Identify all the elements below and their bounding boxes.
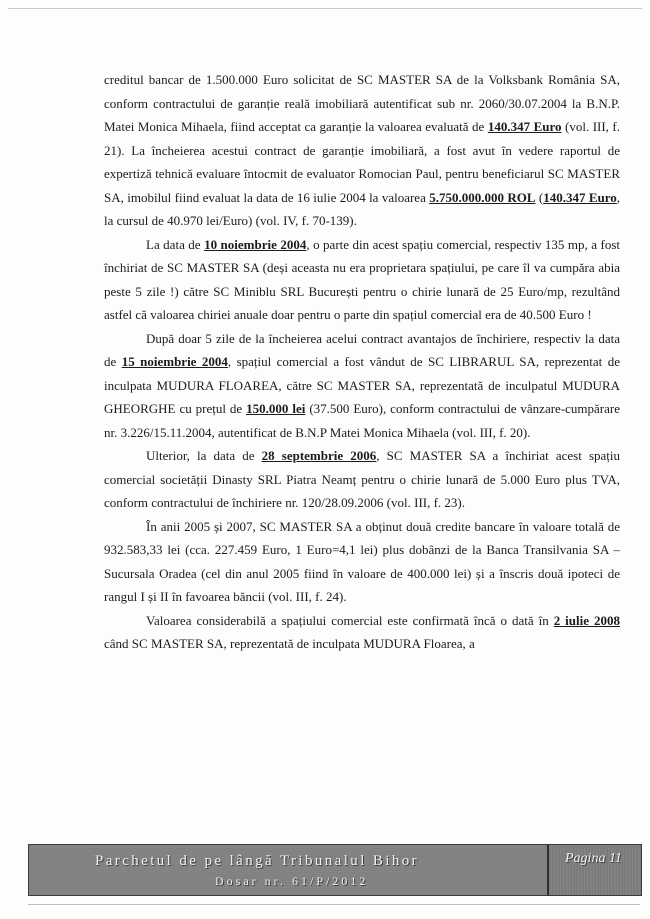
text-run: când SC MASTER SA, reprezentată de inculpata MUDURA Floarea, a bbox=[104, 636, 475, 651]
document-body bbox=[104, 68, 620, 656]
footer-banner bbox=[29, 845, 549, 895]
text-run: , conform contractului de închiriere nr. 120/28.09.2006 (vol. III, f. 23). bbox=[104, 471, 620, 510]
emphasized-text: 140.347 Euro bbox=[543, 189, 617, 205]
text-run: La data de bbox=[146, 236, 205, 252]
text-run: , SC MASTER SA a închiriat acest spațiu comercial societății Dinasty SRL Piatra Neamț pentru o bbox=[104, 448, 620, 487]
text-run: ( bbox=[535, 189, 544, 205]
footer-institution: Parchetul de pe lângă Tribunalul Bihor bbox=[95, 853, 420, 869]
text-run: , spațiul comercial a fost vândut de SC LIBRARUL SA, reprezentat de inculpata MUDURA FLOAREA, către SC MASTER SA, reprezentată de inculpatul MUDURA GHEORGHE cu prețul de bbox=[104, 354, 620, 416]
bottom-rule bbox=[28, 904, 640, 905]
text-run: de la încheierea acelui contract avantajos de închiriere, respectiv la data de bbox=[104, 330, 620, 369]
emphasized-text: 150.000 lei bbox=[246, 401, 306, 416]
paragraph bbox=[104, 515, 620, 609]
text-run: (vol. III, f. 21). La încheierea acestui contract de garanție imobiliară, a fost avut în vedere raportul de expertiză tehnică evaluare întocmit de evaluator Romocian Paul, pentru beneficiarul SC MASTER SA, imobilul fiind evaluat la data de 16 iulie 2004 la valoarea bbox=[104, 119, 621, 205]
text-run: , o parte din acest spațiu comercial, respectiv 135 mp, a fost închiriat de SC MASTER SA (deși aceasta nu era proprietara spațiului, pe care îl va cumpăra abia peste 5 zile !) către SC Miniblu SRL București pentru o chirie lunară de 25 Euro/mp, rezultând astfel că valoarea chiriei anuale doar pentru o parte din spațiul comercial era de bbox=[104, 236, 620, 322]
paragraph bbox=[104, 609, 620, 656]
text-run: creditul bancar de 1.500.000 Euro solicitat de SC MASTER SA de la Volksbank România SA, conform contractului de garanție reală imobiliară autentificat sub nr. 2060/30.07.2004 la B.N.P. Matei Monica Mihaela, fiind acceptat ca garanție la valoarea evaluată de bbox=[104, 72, 620, 134]
text-run: Ulterior, la data de bbox=[146, 448, 262, 463]
paragraph bbox=[104, 68, 620, 233]
emphasized-text: 2 iulie 2008 bbox=[553, 612, 620, 628]
text-run: , conform contractului de vânzare-cumpărare nr. 3.226/15.11.2004, autentificat de B.N.P Matei Monica Mihaela (vol. III, f. 20). bbox=[104, 401, 621, 440]
emphasized-text: 10 noiembrie 2004 bbox=[204, 236, 307, 252]
text-run: În anii 2005 și 2007, SC MASTER SA a obținut două credite bancare în valoare totală de bbox=[146, 518, 620, 534]
top-rule bbox=[8, 8, 642, 9]
emphasized-text: 40.500 Euro ! bbox=[519, 307, 592, 322]
footer-case-number: Dosar nr. 61/P/2012 bbox=[215, 874, 369, 888]
footer-page-number: Pagina 11 bbox=[565, 851, 622, 866]
emphasized-text: 5.750.000.000 ROL bbox=[429, 189, 536, 205]
text-run: , 1 Euro=4,1 lei) plus dobânzi de la Banca Transilvania SA – Sucursala Oradea (cel din anul 2005 fiind în valoare de 400.000 lei) și a înscris două ipoteci de rangul I și II în favoarea băncii (vol. III, f. 24). bbox=[104, 542, 620, 604]
paragraph bbox=[104, 327, 620, 445]
paragraph bbox=[104, 233, 620, 327]
paragraph bbox=[104, 444, 620, 515]
emphasized-text: 5.000 Euro plus TVA bbox=[500, 471, 617, 487]
emphasized-text: După doar 5 zile bbox=[146, 330, 235, 346]
page-footer bbox=[28, 844, 642, 896]
text-run: Valoarea considerabilă a spațiului comercial este confirmată încă o dată în bbox=[146, 612, 554, 628]
emphasized-text: (37.500 Euro) bbox=[309, 401, 383, 416]
text-run: de bbox=[478, 471, 501, 487]
emphasized-text: 15 noiembrie 2004 bbox=[121, 354, 228, 369]
emphasized-text: 932.583,33 lei (cca. 227.459 Euro bbox=[104, 542, 288, 557]
emphasized-text: 28 septembrie 2006 bbox=[261, 448, 377, 463]
emphasized-text: chirie lunară bbox=[411, 471, 479, 487]
emphasized-text: 140.347 Euro bbox=[487, 119, 562, 134]
text-run: , la cursul de 40.970 lei/Euro) (vol. IV, f. 70-139). bbox=[104, 189, 621, 228]
